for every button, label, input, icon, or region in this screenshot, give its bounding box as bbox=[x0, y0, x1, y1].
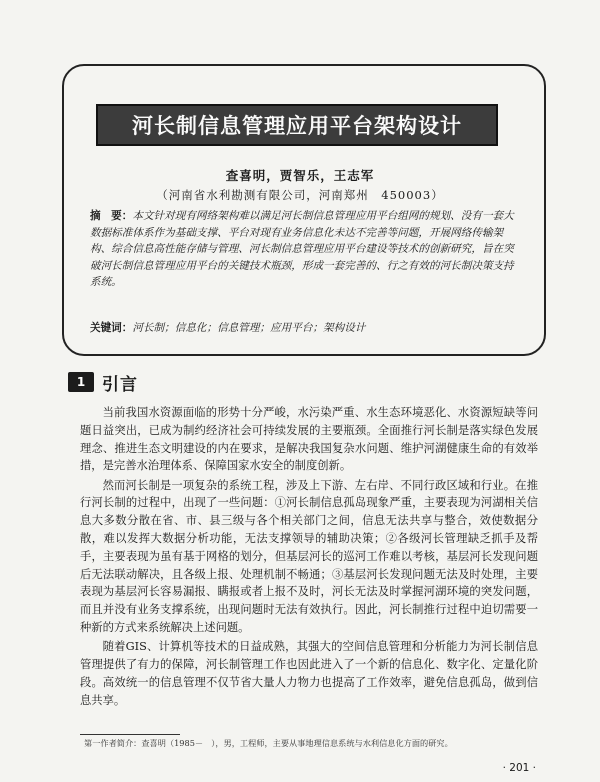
footnote: 第一作者简介：查喜明（1985－ ），男，工程师，主要从事地理信息系统与水利信息化方面的研究。 bbox=[84, 738, 453, 748]
keywords bbox=[90, 320, 520, 335]
section-number-badge: 1 bbox=[68, 372, 94, 392]
page-number: · 201 · bbox=[502, 762, 536, 774]
title-banner bbox=[96, 104, 498, 146]
article-title: 河长制信息管理应用平台架构设计 bbox=[132, 114, 462, 138]
authors: 查喜明，贾智乐，王志军 bbox=[225, 168, 375, 183]
keywords-label: 关键词： bbox=[90, 322, 133, 334]
keywords-text: 河长制；信息化；信息管理；应用平台；架构设计 bbox=[132, 322, 366, 334]
section-title: 引言 bbox=[102, 374, 138, 395]
section-body bbox=[80, 404, 538, 711]
paragraph: 然而河长制是一项复杂的系统工程，涉及上下游、左右岸、不同行政区域和行业。在推行河长制的过程中，出现了一些问题：①河长制信息孤岛现象严重，主要表现为河湖相关信息大多数分散在省、市、县三级与各个相关部门之间，信息无法共享与整合，效使数据分散，难以发挥大数据分析功能，无法支撑领导的辅助决策；②各级河长管理缺乏抓手及帮手，主要表现为虽有基于网格的划分，但基层河长的巡河工作难以考核，基层河长发现问题后无法联动解决，且各级上报、处理机制不畅通；③基层河长发现问题无法及时处理，主要表现为基层河长容易漏报、瞒报或者上报不及时，河长无法及时掌握河湖环境的突发问题，而且并没有业务支撑系统，出现问题时无法有效执行。因此，河长制推行过程中迫切需要一种新的方式来系统解决上述问题。 bbox=[80, 478, 538, 635]
abstract-text: 本文针对现有网络架构难以满足河长制信息管理应用平台组网的规划、没有一套大数据标准体系作为基础支撑、平台对现有业务信息化未达不完善等问题，开展网络传输架构、综合信息高性能存储与管理、河长制信息管理应用平台建设等技术的创新研究，旨在突破河长制信息管理应用平台的关键技术瓶颈，形成一套完善的、行之有效的河长制决策支持系统。 bbox=[90, 210, 514, 288]
paragraph: 随着GIS、计算机等技术的日益成熟，其强大的空间信息管理和分析能力为河长制信息管理提供了有力的保障，河长制管理工作也因此进入了一个新的信息化、数字化、定量化阶段。高效统一的信息管理不仅节省大量人力物力也提高了工作效率，避免信息孤岛，做到信息共享。 bbox=[80, 640, 538, 707]
abstract-label: 摘 要： bbox=[90, 210, 133, 222]
affiliation: （河南省水利勘测有限公司，河南郑州 450003） bbox=[156, 188, 444, 202]
abstract bbox=[90, 208, 520, 291]
section-heading bbox=[68, 370, 138, 394]
paragraph: 当前我国水资源面临的形势十分严峻，水污染严重、水生态环境恶化、水资源短缺等问题日益突出，已成为制约经济社会可持续发展的主要瓶颈。全面推行河长制是落实绿色发展理念、推进生态文明建设的内在要求，是解决我国复杂水问题、维护河湖健康生命的有效举措，是完善水治理体系、保障国家水安全的制度创新。 bbox=[80, 406, 538, 473]
footnote-divider bbox=[80, 734, 180, 735]
